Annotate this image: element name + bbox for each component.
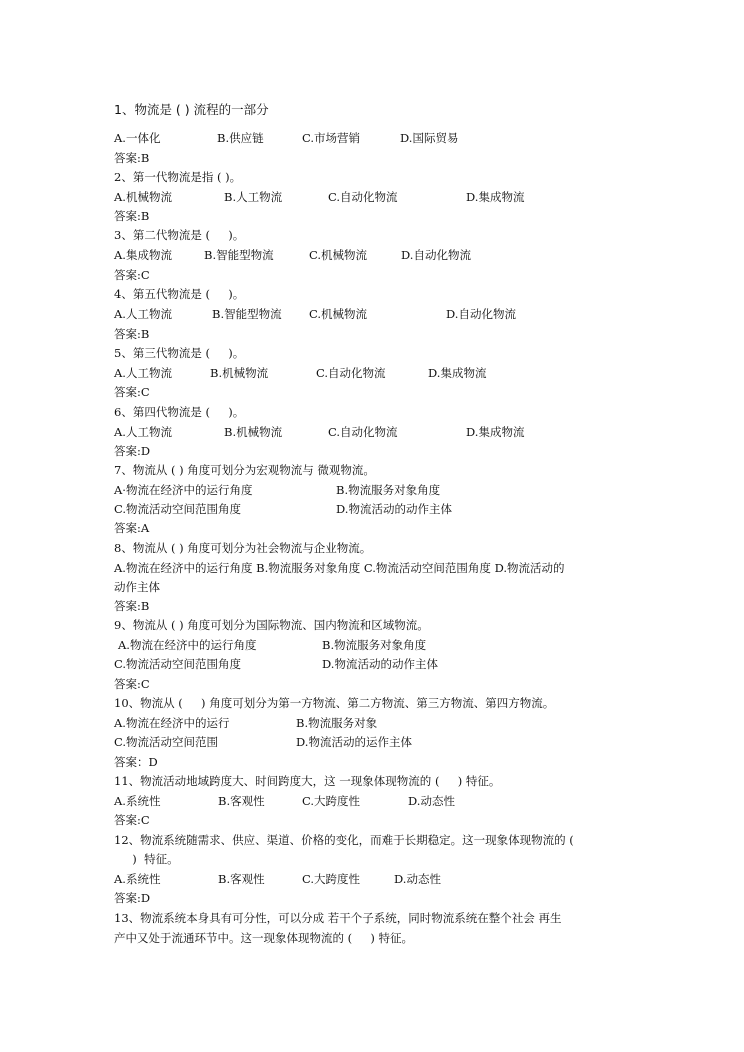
q5-option-d: D.集成物流 xyxy=(428,366,487,380)
q1-option-a: A.一体化 xyxy=(114,131,161,145)
q8-answer: 答案:B xyxy=(114,599,150,613)
q12-option-a: A.系统性 xyxy=(114,872,161,886)
q2-option-b: B.人工物流 xyxy=(224,190,283,204)
question-3-stem: 3、第二代物流是 ( )。 xyxy=(114,228,245,242)
q5-option-c: C.自动化物流 xyxy=(316,366,386,380)
q7-option-c: C.物流活动空间范围角度 xyxy=(114,502,242,516)
q6-answer: 答案:D xyxy=(114,444,151,458)
q12-option-d: D.动态性 xyxy=(394,872,441,886)
q1-option-d: D.国际贸易 xyxy=(400,131,459,145)
q11-option-c: C.大跨度性 xyxy=(302,794,361,808)
q7-answer: 答案:A xyxy=(114,521,150,535)
q5-option-b: B.机械物流 xyxy=(210,366,269,380)
q10-option-a: A.物流在经济中的运行 xyxy=(114,716,230,730)
q9-answer: 答案:C xyxy=(114,677,150,691)
q8-options-line-2: 动作主体 xyxy=(114,580,160,594)
q3-option-d: D.自动化物流 xyxy=(401,248,471,262)
q2-option-a: A.机械物流 xyxy=(114,190,172,204)
q11-option-a: A.系统性 xyxy=(114,794,161,808)
question-8-stem: 8、物流从 ( ) 角度可划分为社会物流与企业物流。 xyxy=(114,541,372,555)
question-11-stem: 11、物流活动地域跨度大、时间跨度大，这 一现象体现物流的 ( ) 特征。 xyxy=(114,774,501,788)
q12-answer: 答案:D xyxy=(114,891,151,905)
q11-answer: 答案:C xyxy=(114,813,150,827)
q6-option-b: B.机械物流 xyxy=(224,425,283,439)
q4-answer: 答案:B xyxy=(114,327,150,341)
q2-option-c: C.自动化物流 xyxy=(328,190,398,204)
q6-option-a: A.人工物流 xyxy=(114,425,172,439)
q4-option-c: C.机械物流 xyxy=(309,307,368,321)
q3-option-a: A.集成物流 xyxy=(114,248,172,262)
question-10-stem: 10、物流从 ( ) 角度可划分为第一方物流、第二方物流、第三方物流、第四方物流。 xyxy=(114,696,555,710)
q9-option-c: C.物流活动空间范围角度 xyxy=(114,657,242,671)
q10-option-d: D.物流活动的运作主体 xyxy=(296,735,412,749)
question-9-stem: 9、物流从 ( ) 角度可划分为国际物流、国内物流和区域物流。 xyxy=(114,618,429,632)
q4-option-d: D.自动化物流 xyxy=(446,307,516,321)
question-13-stem-line-1: 13、物流系统本身具有可分性，可以分成 若干个子系统，同时物流系统在整个社会 再生 xyxy=(114,911,562,925)
question-12-stem-line-2: ) 特征。 xyxy=(114,852,179,866)
q12-option-c: C.大跨度性 xyxy=(302,872,361,886)
q1-option-c: C.市场营销 xyxy=(302,131,361,145)
q11-option-d: D.动态性 xyxy=(408,794,455,808)
q3-option-c: C.机械物流 xyxy=(309,248,368,262)
q2-answer: 答案:B xyxy=(114,209,150,223)
q10-option-b: B.物流服务对象 xyxy=(296,716,378,730)
q10-answer: 答案：D xyxy=(114,755,158,769)
q4-option-a: A.人工物流 xyxy=(114,307,172,321)
q1-answer: 答案:B xyxy=(114,151,150,165)
question-7-stem: 7、物流从 ( ) 角度可划分为宏观物流与 微观物流。 xyxy=(114,463,375,477)
question-6-stem: 6、第四代物流是 ( )。 xyxy=(114,405,245,419)
question-12-stem-line-1: 12、物流系统随需求、供应、渠道、价格的变化，而难于长期稳定。这一现象体现物流的 ( xyxy=(114,833,574,847)
q7-option-d: D.物流活动的动作主体 xyxy=(336,502,452,516)
question-2-stem: 2、第一代物流是指 ( )。 xyxy=(114,170,242,184)
question-13-stem-line-2: 产中又处于流通环节中。这一现象体现物流的 ( ) 特征。 xyxy=(114,931,414,945)
q9-option-a: A.物流在经济中的运行角度 xyxy=(118,638,257,652)
q2-option-d: D.集成物流 xyxy=(466,190,525,204)
q6-option-d: D.集成物流 xyxy=(466,425,525,439)
q3-answer: 答案:C xyxy=(114,268,150,282)
question-1-stem: 1、物流是 ( ) 流程的一部分 xyxy=(114,102,269,117)
q8-options-line-1: A.物流在经济中的运行角度 B.物流服务对象角度 C.物流活动空间范围角度 D.物流活动的 xyxy=(114,561,565,575)
q11-option-b: B.客观性 xyxy=(218,794,265,808)
q12-option-b: B.客观性 xyxy=(218,872,265,886)
q4-option-b: B.智能型物流 xyxy=(212,307,282,321)
q7-option-b: B.物流服务对象角度 xyxy=(336,483,441,497)
q3-option-b: B.智能型物流 xyxy=(204,248,274,262)
q7-option-a: A·物流在经济中的运行角度 xyxy=(114,483,253,497)
q5-option-a: A.人工物流 xyxy=(114,366,172,380)
q6-option-c: C.自动化物流 xyxy=(328,425,398,439)
q5-answer: 答案:C xyxy=(114,385,150,399)
question-4-stem: 4、第五代物流是 ( )。 xyxy=(114,287,245,301)
q1-option-b: B.供应链 xyxy=(217,131,264,145)
q10-option-c: C.物流活动空间范围 xyxy=(114,735,219,749)
q9-option-d: D.物流活动的动作主体 xyxy=(322,657,438,671)
question-5-stem: 5、第三代物流是 ( )。 xyxy=(114,346,245,360)
q9-option-b: B.物流服务对象角度 xyxy=(322,638,427,652)
